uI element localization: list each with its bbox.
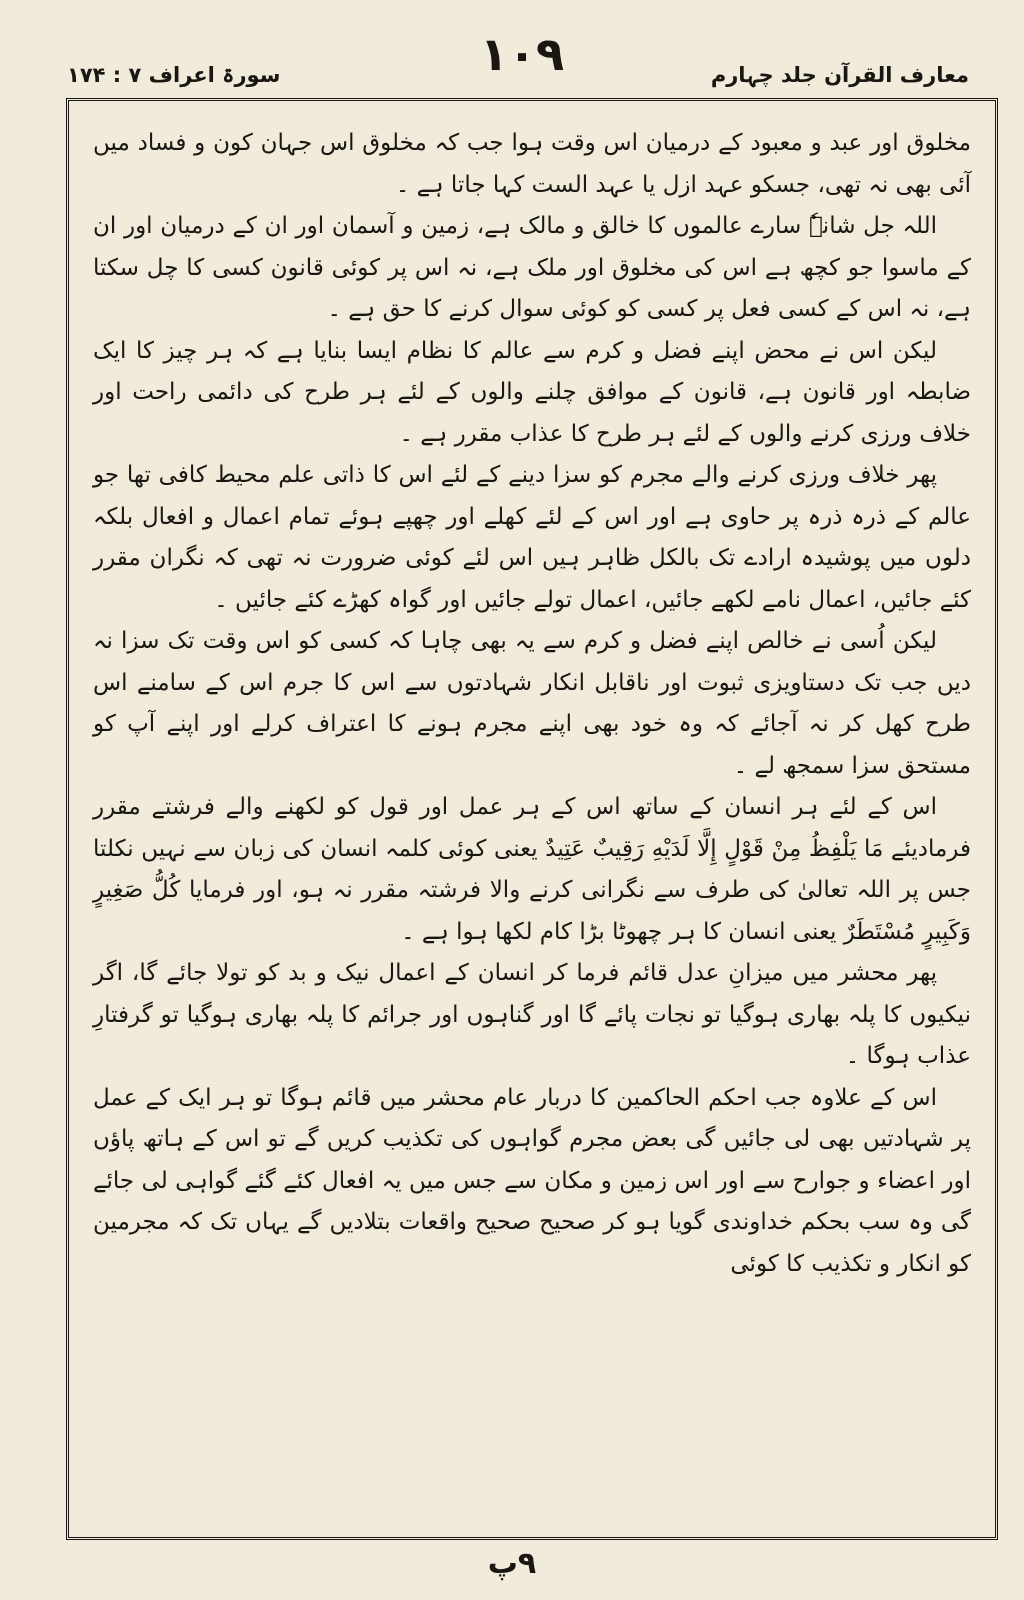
page-header xyxy=(55,25,989,95)
paragraph: پھر محشر میں میزانِ عدل قائم فرما کر انسان کے اعمال نیک و بد کو تولا جائے گا، اگر نیکیوں کا پلہ بھاری ہوگیا تو نجات پائے گا اور گناہوں اور جرائم کا پلہ بھاری ہوگیا تو گرفتارِ عذاب ہوگا ۔ xyxy=(93,960,971,1069)
book-title: معارف القرآن جلد چہارم xyxy=(710,63,969,87)
body-text xyxy=(93,123,971,1285)
paragraph: مخلوق اور عبد و معبود کے درمیان اس وقت ہوا جب کہ مخلوق اس جہان کون و فساد میں آئی بھی نہ تھی، جسکو عہد ازل یا عہد الست کہا جاتا ہے ۔ xyxy=(93,130,971,198)
page-number: ۱۰۹ xyxy=(479,27,565,81)
surah-reference: سورۃ اعراف ۷ : ۱۷۴ xyxy=(67,63,281,87)
paragraph: لیکن اُسی نے خالص اپنے فضل و کرم سے یہ بھی چاہا کہ کسی کو اس وقت تک سزا نہ دیں جب تک دستاویزی ثبوت اور ناقابل انکار شہادتوں سے اس کا جرم اس کے سامنے اس طرح کھل کر نہ آجائے کہ وہ خود بھی اپنے مجرم ہونے کا اعتراف کرلے اور اپنے آپ کو مستحق سزا سمجھ لے ۔ xyxy=(93,628,971,779)
paragraph: پھر خلاف ورزی کرنے والے مجرم کو سزا دینے کے لئے اس کا ذاتی علم محیط کافی تھا جو عالم کے ذرہ ذرہ پر حاوی ہے اور اس کے لئے کھلے اور چھپے ہوئے تمام اعمال و افعال بلکہ دلوں میں پوشیدہ ارادے تک بالکل ظاہر ہیں اس لئے کوئی ضرورت نہ تھی کہ نگران مقرر کئے جائیں، اعمال نامے لکھے جائیں، اعمال تولے جائیں اور گواہ کھڑے کئے جائیں ۔ xyxy=(93,462,971,613)
signature-mark: ۹پ xyxy=(487,1546,537,1581)
paragraph: اس کے لئے ہر انسان کے ساتھ اس کے ہر عمل اور قول کو لکھنے والے فرشتے مقرر فرمادیئے مَا يَلْفِظُ مِنْ قَوْلٍ إِلَّا لَدَيْهِ رَقِيبٌ عَتِيدٌ یعنی کوئی کلمہ انسان کی زبان سے نہیں نکلتا جس پر اللہ تعالیٰ کی طرف سے نگرانی کرنے والا فرشتہ مقرر نہ ہو، اور فرمایا كُلُّ صَغِيرٍ وَكَبِيرٍ مُسْتَطَرٌ یعنی انسان کا ہر چھوٹا بڑا کام لکھا ہوا ہے ۔ xyxy=(93,794,971,945)
paragraph: اس کے علاوہ جب احکم الحاکمین کا دربار عام محشر میں قائم ہوگا تو ہر ایک کے عمل پر شہادتیں بھی لی جائیں گی بعض مجرم گواہوں کی تکذیب کریں گے تو اس کے ہاتھ پاؤں اور اعضاء و جوارح سے اور اس زمین و مکان سے جس میں یہ افعال کئے گئے گواہی لی جائے گی وہ سب بحکم خداوندی گویا ہو کر صحیح صحیح واقعات بتلادیں گے یہاں تک کہ مجرمین کو انکار و تکذیب کا کوئی xyxy=(93,1084,971,1277)
paragraph: لیکن اس نے محض اپنے فضل و کرم سے عالم کا نظام ایسا بنایا ہے کہ ہر چیز کا ایک ضابطہ اور قانون ہے، قانون کے موافق چلنے والوں کے لئے ہر طرح کی دائمی راحت اور خلاف ورزی کرنے والوں کے لئے ہر طرح کا عذاب مقرر ہے ۔ xyxy=(93,337,971,447)
text-frame xyxy=(66,98,998,1540)
paragraph: اللہ جل شانہٗ سارے عالموں کا خالق و مالک ہے، زمین و آسمان اور ان کے درمیان اور ان کے ماسوا جو کچھ ہے اس کی مخلوق اور ملک ہے، نہ اس پر کوئی قانون کسی کا چل سکتا ہے، نہ اس کے کسی فعل پر کسی کو کوئی سوال کرنے کا حق ہے ۔ xyxy=(93,213,971,322)
